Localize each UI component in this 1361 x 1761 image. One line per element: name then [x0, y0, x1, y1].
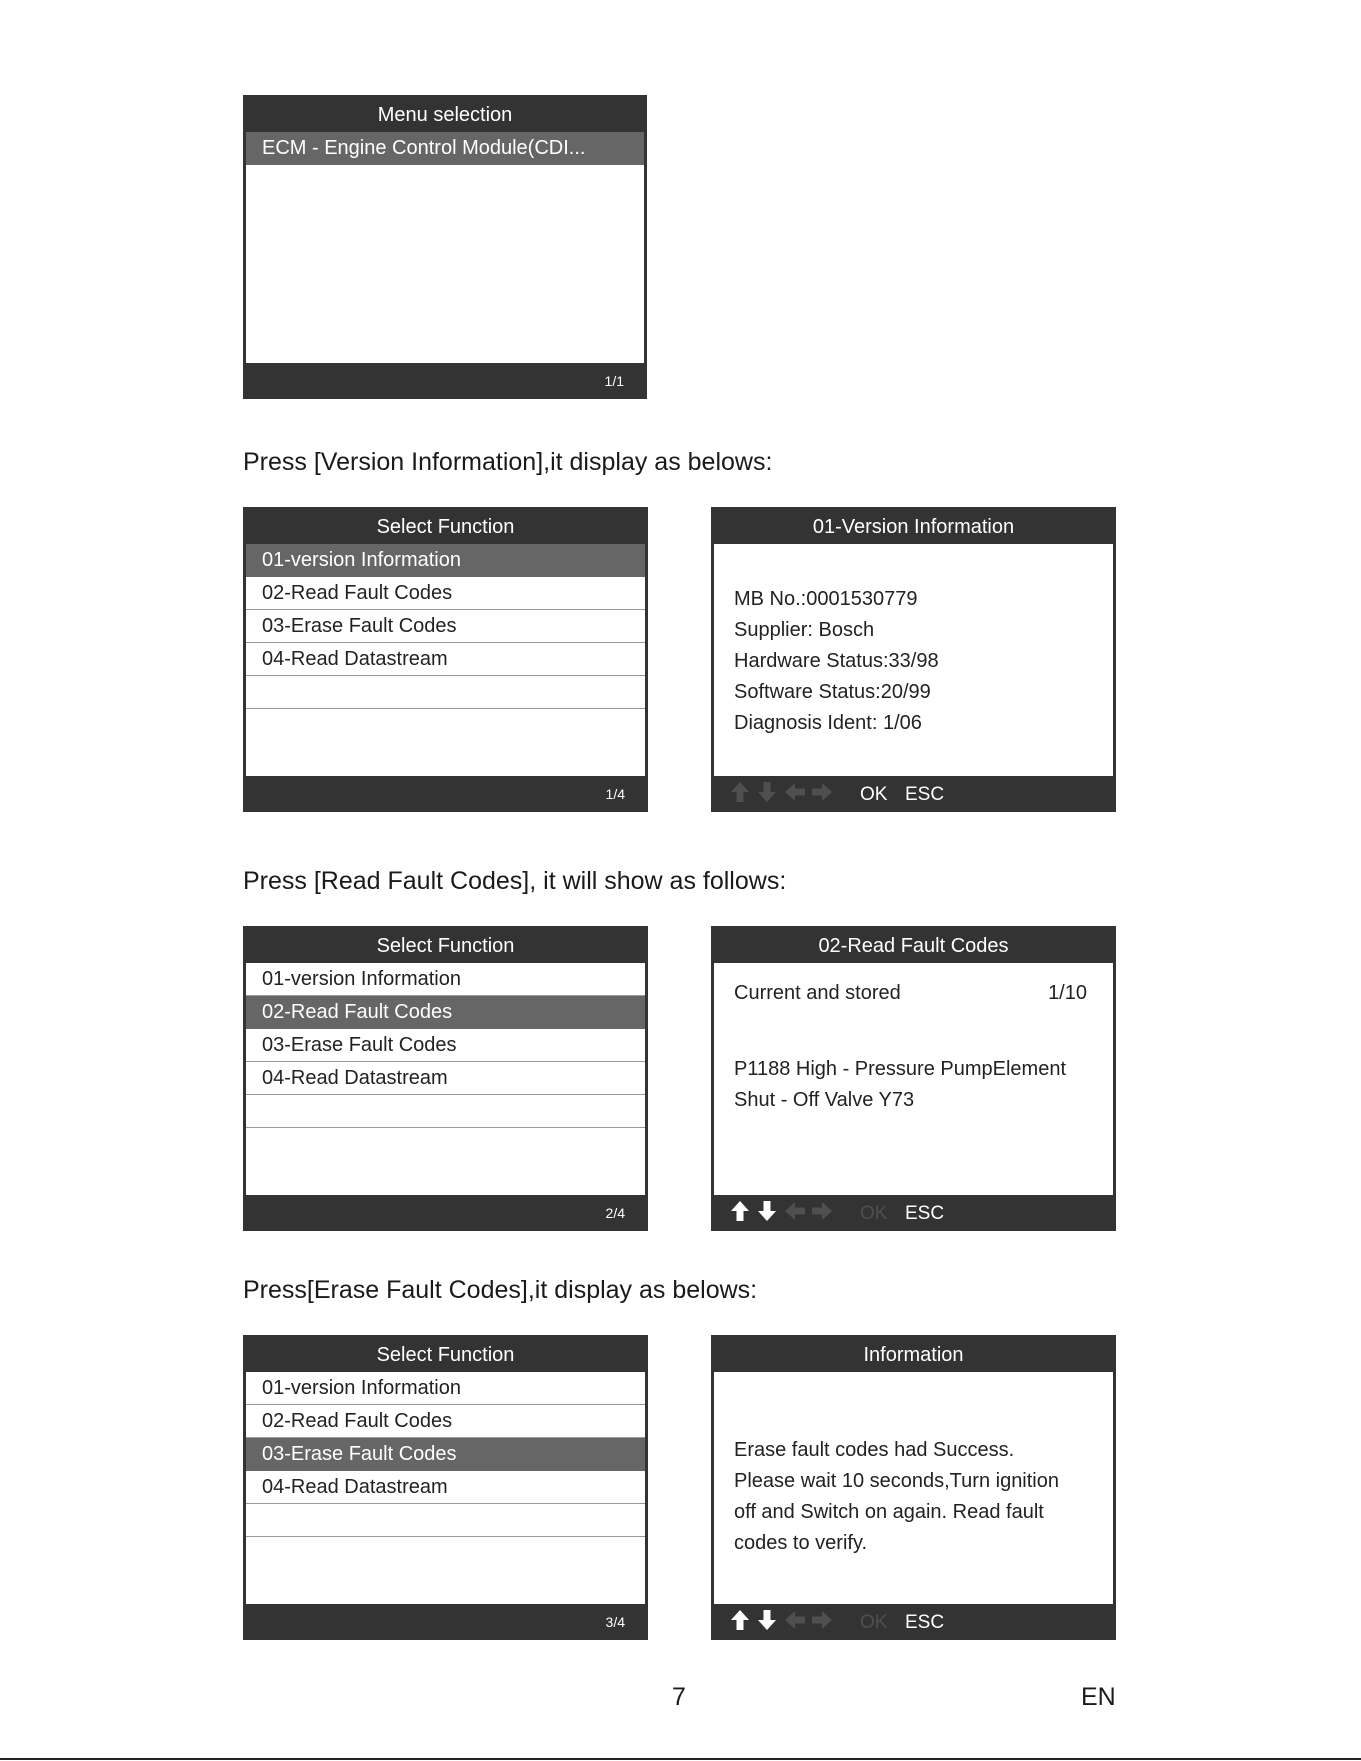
- hardware-status: Hardware Status:33/98: [734, 650, 939, 672]
- screen-title: Menu selection: [246, 98, 644, 132]
- page-bottom-rule: [0, 1758, 1361, 1760]
- arrow-up-icon[interactable]: [730, 781, 750, 803]
- menu-selection-screen: [243, 95, 647, 399]
- menu-item-erase-fault-codes[interactable]: 03-Erase Fault Codes: [246, 1029, 645, 1062]
- menu-item-version-information[interactable]: 01-version Information: [246, 963, 645, 996]
- menu-item-erase-fault-codes[interactable]: 03-Erase Fault Codes: [246, 610, 645, 643]
- select-function-screen-1: [243, 507, 648, 812]
- fault-code-line-1: P1188 High - Pressure PumpElement: [734, 1058, 1067, 1080]
- menu-item-read-fault-codes[interactable]: 02-Read Fault Codes: [246, 996, 645, 1029]
- ok-key[interactable]: OK: [860, 784, 888, 805]
- key-bar: [714, 1195, 1113, 1228]
- arrow-right-icon[interactable]: [811, 1609, 833, 1631]
- arrow-right-icon[interactable]: [811, 1200, 833, 1222]
- diagnosis-ident: Diagnosis Ident: 1/06: [734, 712, 922, 734]
- menu-item-empty: [246, 1504, 645, 1537]
- key-bar: [714, 1604, 1113, 1637]
- arrow-left-icon[interactable]: [784, 1609, 806, 1631]
- menu-item-read-datastream[interactable]: 04-Read Datastream: [246, 1062, 645, 1095]
- screen-title: Select Function: [246, 510, 645, 544]
- arrow-left-icon[interactable]: [784, 781, 806, 803]
- heading-read-fault-codes: Press [Read Fault Codes], it will show as follows:: [243, 867, 787, 895]
- menu-item-read-datastream[interactable]: 04-Read Datastream: [246, 643, 645, 676]
- menu-item-ecm[interactable]: ECM - Engine Control Module(CDI...: [246, 132, 644, 165]
- fault-status: Current and stored: [734, 982, 901, 1004]
- supplier: Supplier: Bosch: [734, 619, 875, 641]
- select-function-screen-2: [243, 926, 648, 1231]
- arrow-right-icon[interactable]: [811, 781, 833, 803]
- arrow-up-icon[interactable]: [730, 1609, 750, 1631]
- ok-key[interactable]: OK: [860, 1612, 888, 1633]
- menu-item-version-information[interactable]: 01-version Information: [246, 1372, 645, 1405]
- screen-title: 02-Read Fault Codes: [714, 929, 1113, 963]
- info-line-4: codes to verify.: [734, 1532, 868, 1554]
- page-indicator: 1/4: [605, 786, 625, 802]
- read-fault-codes-screen: [711, 926, 1116, 1231]
- page-indicator: 2/4: [605, 1205, 625, 1221]
- info-line-2: Please wait 10 seconds,Turn ignition: [734, 1470, 1059, 1492]
- key-bar: [714, 776, 1113, 809]
- info-line-1: Erase fault codes had Success.: [734, 1439, 1015, 1461]
- fault-code-line-2: Shut - Off Valve Y73: [734, 1089, 915, 1111]
- esc-key[interactable]: ESC: [905, 1203, 945, 1224]
- menu-item-read-fault-codes[interactable]: 02-Read Fault Codes: [246, 1405, 645, 1438]
- menu-item-read-datastream[interactable]: 04-Read Datastream: [246, 1471, 645, 1504]
- arrow-left-icon[interactable]: [784, 1200, 806, 1222]
- heading-version-information: Press [Version Information],it display as belows:: [243, 448, 773, 476]
- arrow-up-icon[interactable]: [730, 1200, 750, 1222]
- info-line-3: off and Switch on again. Read fault: [734, 1501, 1044, 1523]
- arrow-down-icon[interactable]: [757, 1200, 777, 1222]
- ok-key[interactable]: OK: [860, 1203, 888, 1224]
- menu-item-read-fault-codes[interactable]: 02-Read Fault Codes: [246, 577, 645, 610]
- page-indicator: 3/4: [605, 1614, 625, 1630]
- menu-item-empty: [246, 676, 645, 709]
- heading-erase-fault-codes: Press[Erase Fault Codes],it display as belows:: [243, 1276, 758, 1304]
- fault-count: 1/10: [1048, 982, 1087, 1004]
- arrow-down-icon[interactable]: [757, 1609, 777, 1631]
- page-indicator: 1/1: [604, 373, 624, 389]
- language-label: EN: [1081, 1683, 1116, 1711]
- select-function-screen-3: [243, 1335, 648, 1640]
- esc-key[interactable]: ESC: [905, 1612, 945, 1633]
- page-number: 7: [672, 1683, 686, 1711]
- screen-title: 01-Version Information: [714, 510, 1113, 544]
- screen-title: Information: [714, 1338, 1113, 1372]
- version-information-screen: [711, 507, 1116, 812]
- screen-title: Select Function: [246, 1338, 645, 1372]
- menu-item-empty: [246, 1095, 645, 1128]
- mb-number: MB No.:0001530779: [734, 588, 918, 610]
- menu-item-version-information[interactable]: 01-version Information: [246, 544, 645, 577]
- screen-title: Select Function: [246, 929, 645, 963]
- information-screen: [711, 1335, 1116, 1640]
- software-status: Software Status:20/99: [734, 681, 931, 703]
- menu-item-erase-fault-codes[interactable]: 03-Erase Fault Codes: [246, 1438, 645, 1471]
- esc-key[interactable]: ESC: [905, 784, 945, 805]
- arrow-down-icon[interactable]: [757, 781, 777, 803]
